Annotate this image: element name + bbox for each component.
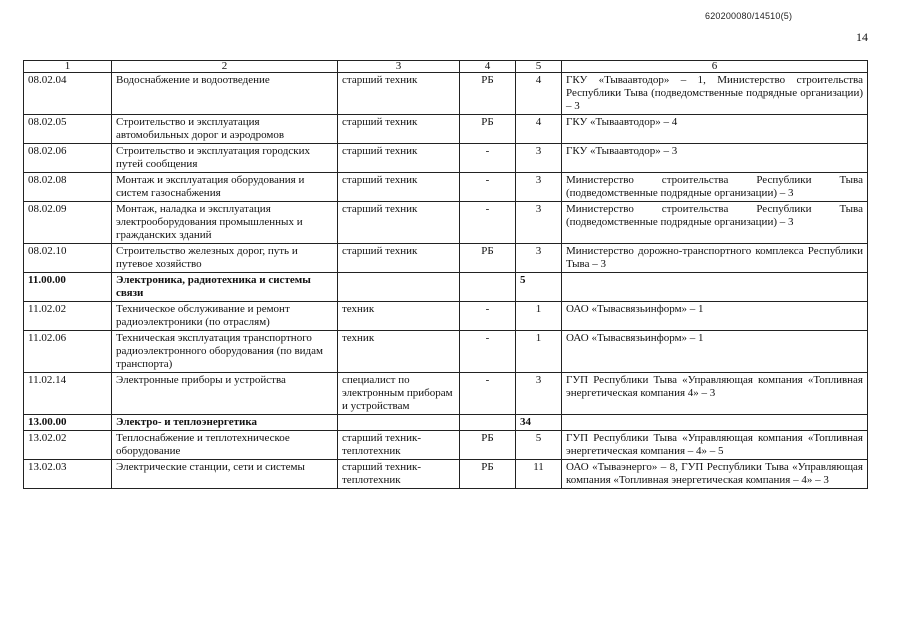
- specialty-name-cell: Электроника, радиотехника и системы связи: [112, 273, 338, 302]
- qualification-cell: [338, 415, 460, 431]
- column-header: 1: [24, 61, 112, 73]
- count-cell: 34: [516, 415, 562, 431]
- table-row: [24, 331, 868, 373]
- section-row: [24, 273, 868, 302]
- rb-cell: -: [460, 202, 516, 244]
- table-row: [24, 431, 868, 460]
- specialty-name-cell: Строительство железных дорог, путь и путевое хозяйство: [112, 244, 338, 273]
- rb-cell: РБ: [460, 431, 516, 460]
- rb-cell: РБ: [460, 73, 516, 115]
- qualification-cell: старший техник: [338, 244, 460, 273]
- specialty-name-cell: Техническое обслуживание и ремонт радиоэлектроники (по отраслям): [112, 302, 338, 331]
- qualification-cell: специалист по электронным приборам и устройствам: [338, 373, 460, 415]
- table-row: [24, 244, 868, 273]
- count-cell: 5: [516, 273, 562, 302]
- employers-cell: ОАО «Тывасвязьинформ» – 1: [562, 331, 868, 373]
- table-row: [24, 460, 868, 489]
- specialty-code-cell: 08.02.10: [24, 244, 112, 273]
- employers-cell: ГКУ «Тываавтодор» – 3: [562, 144, 868, 173]
- employers-cell: Министерство строительства Республики Тыва (подведомственные подрядные организации) – 3: [562, 173, 868, 202]
- specialty-code-cell: 11.02.14: [24, 373, 112, 415]
- rb-cell: -: [460, 173, 516, 202]
- qualification-cell: [338, 273, 460, 302]
- count-cell: 3: [516, 202, 562, 244]
- employers-cell: ОАО «Тываэнерго» – 8, ГУП Республики Тыва «Управляющая компания «Топливная энергетическая компания – 4» – 3: [562, 460, 868, 489]
- table-row: [24, 144, 868, 173]
- qualification-cell: старший техник: [338, 144, 460, 173]
- column-header: 4: [460, 61, 516, 73]
- specialty-name-cell: Электронные приборы и устройства: [112, 373, 338, 415]
- employers-cell: Министерство строительства Республики Тыва (подведомственные подрядные организации) – 3: [562, 202, 868, 244]
- count-cell: 1: [516, 302, 562, 331]
- count-cell: 3: [516, 144, 562, 173]
- rb-cell: РБ: [460, 115, 516, 144]
- rb-cell: РБ: [460, 244, 516, 273]
- qualification-cell: старший техник-теплотехник: [338, 431, 460, 460]
- employers-cell: [562, 415, 868, 431]
- qualification-cell: техник: [338, 302, 460, 331]
- specialty-code-cell: 11.02.06: [24, 331, 112, 373]
- specialty-name-cell: Электрические станции, сети и системы: [112, 460, 338, 489]
- count-cell: 4: [516, 73, 562, 115]
- table-body: [24, 61, 868, 489]
- count-cell: 3: [516, 244, 562, 273]
- column-header: 3: [338, 61, 460, 73]
- document-code: 620200080/14510(5): [705, 11, 793, 21]
- specialty-name-cell: Электро- и теплоэнергетика: [112, 415, 338, 431]
- employers-cell: ГУП Республики Тыва «Управляющая компания «Топливная энергетическая компания – 4» – 5: [562, 431, 868, 460]
- table-row: [24, 173, 868, 202]
- qualification-cell: старший техник: [338, 73, 460, 115]
- employers-cell: ГУП Республики Тыва «Управляющая компания «Топливная энергетическая компания 4» – 3: [562, 373, 868, 415]
- rb-cell: -: [460, 373, 516, 415]
- specialty-code-cell: 11.00.00: [24, 273, 112, 302]
- specialty-code-cell: 13.02.03: [24, 460, 112, 489]
- specialty-name-cell: Монтаж, наладка и эксплуатация электрооборудования промышленных и гражданских зданий: [112, 202, 338, 244]
- count-cell: 1: [516, 331, 562, 373]
- table-row: [24, 302, 868, 331]
- specialty-code-cell: 08.02.08: [24, 173, 112, 202]
- table-row: [24, 202, 868, 244]
- column-header: 5: [516, 61, 562, 73]
- rb-cell: -: [460, 331, 516, 373]
- specialty-code-cell: 08.02.06: [24, 144, 112, 173]
- page-number: 14: [856, 30, 868, 44]
- qualification-cell: старший техник-теплотехник: [338, 460, 460, 489]
- specialties-table: [23, 60, 868, 489]
- specialty-code-cell: 13.00.00: [24, 415, 112, 431]
- specialty-name-cell: Теплоснабжение и теплотехническое оборудование: [112, 431, 338, 460]
- rb-cell: [460, 273, 516, 302]
- column-header: 2: [112, 61, 338, 73]
- table-row: [24, 115, 868, 144]
- specialty-code-cell: 11.02.02: [24, 302, 112, 331]
- table-row: [24, 373, 868, 415]
- qualification-cell: старший техник: [338, 173, 460, 202]
- column-header: 6: [562, 61, 868, 73]
- count-cell: 5: [516, 431, 562, 460]
- employers-cell: ГКУ «Тываавтодор» – 4: [562, 115, 868, 144]
- section-row: [24, 415, 868, 431]
- column-number-row: [24, 61, 868, 73]
- count-cell: 11: [516, 460, 562, 489]
- specialty-code-cell: 08.02.04: [24, 73, 112, 115]
- count-cell: 4: [516, 115, 562, 144]
- specialty-name-cell: Строительство и эксплуатация городских путей сообщения: [112, 144, 338, 173]
- employers-cell: [562, 273, 868, 302]
- qualification-cell: старший техник: [338, 115, 460, 144]
- specialty-code-cell: 13.02.02: [24, 431, 112, 460]
- specialty-code-cell: 08.02.05: [24, 115, 112, 144]
- specialty-name-cell: Монтаж и эксплуатация оборудования и систем газоснабжения: [112, 173, 338, 202]
- count-cell: 3: [516, 173, 562, 202]
- rb-cell: РБ: [460, 460, 516, 489]
- specialty-name-cell: Водоснабжение и водоотведение: [112, 73, 338, 115]
- rb-cell: [460, 415, 516, 431]
- employers-cell: Министерство дорожно-транспортного комплекса Республики Тыва – 3: [562, 244, 868, 273]
- specialty-name-cell: Техническая эксплуатация транспортного радиоэлектронного оборудования (по видам транспорта): [112, 331, 338, 373]
- employers-cell: ГКУ «Тываавтодор» – 1, Министерство строительства Республики Тыва (подведомственные подрядные организации) – 3: [562, 73, 868, 115]
- table-row: [24, 73, 868, 115]
- rb-cell: -: [460, 302, 516, 331]
- specialty-name-cell: Строительство и эксплуатация автомобильных дорог и аэродромов: [112, 115, 338, 144]
- count-cell: 3: [516, 373, 562, 415]
- qualification-cell: старший техник: [338, 202, 460, 244]
- specialty-code-cell: 08.02.09: [24, 202, 112, 244]
- qualification-cell: техник: [338, 331, 460, 373]
- employers-cell: ОАО «Тывасвязьинформ» – 1: [562, 302, 868, 331]
- rb-cell: -: [460, 144, 516, 173]
